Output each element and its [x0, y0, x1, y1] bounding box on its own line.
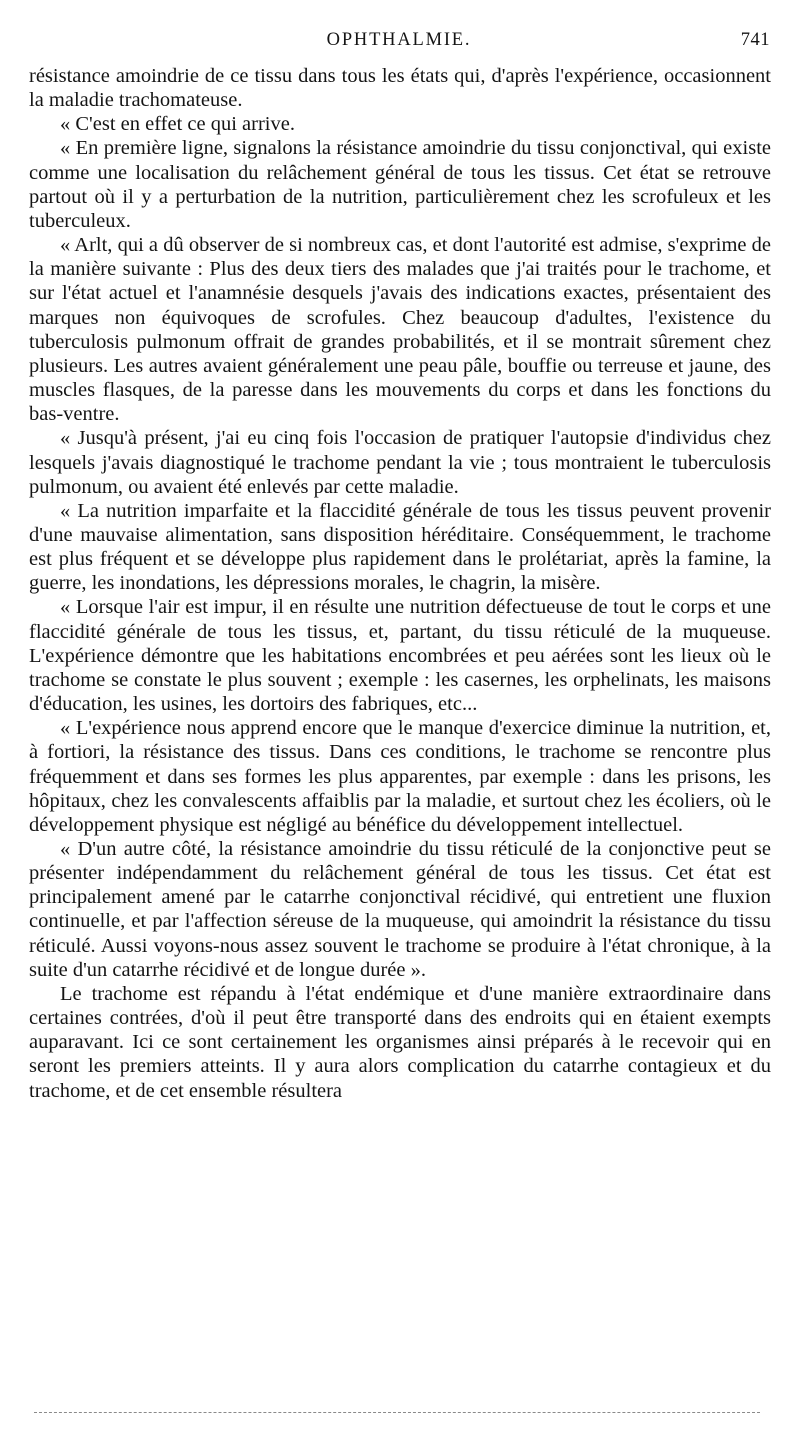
running-header [28, 30, 770, 54]
paragraph-5: « Jusqu'à présent, j'ai eu cinq fois l'occasion de pratiquer l'autopsie d'individus chez lesquels j'avais diagnostiqué le trachome pendant la vie ; tous montraient le tuberculosis pulmonum, ou avaient été enlevés par cette maladie. [29, 427, 771, 498]
footer-divider [34, 1412, 760, 1413]
paragraph-6: « La nutrition imparfaite et la flaccidité générale de tous les tissus peuvent provenir d'une mauvaise alimentation, sans disposition héréditaire. Conséquemment, le trachome est plus fréquent et se développe plus rapidement dans le prolétariat, après la famine, la guerre, les inondations, les dépressions morales, le chagrin, la misère. [29, 499, 771, 595]
running-title: OPHTHALMIE. [326, 30, 472, 50]
page-number: 741 [740, 30, 770, 50]
paragraph-8: « L'expérience nous apprend encore que le manque d'exercice diminue la nutrition, et, à fortiori, la résistance des tissus. Dans ces conditions, le trachome se rencontre plus fréquemment et dans ses formes les plus apparentes, par exemple : dans les prisons, les hôpitaux, chez les convalescents affaiblis par la maladie, et surtout chez les écoliers, où le développement physique est négligé au bénéfice du développement intellectuel. [29, 717, 771, 836]
paragraph-1: résistance amoindrie de ce tissu dans tous les états qui, d'après l'expérience, occasionnent la maladie trachomateuse. [29, 65, 771, 112]
paragraph-4: « Arlt, qui a dû observer de si nombreux cas, et dont l'autorité est admise, s'exprime de la manière suivante : Plus des deux tiers des malades que j'ai traités pour le trachome, et sur l'état actuel et l'anamnésie desquels j'avais des indications exactes, présentaient des marques non équivoques de scrofules. Chez beaucoup d'adultes, l'existence du tuberculosis pulmonum offrait de grandes probabilités, et il se montrait sûrement chez plusieurs. Les autres avaient généralement une peau pâle, bouffie ou terreuse et jaune, des muscles flasques, de la paresse dans les mouvements du corps et dans les fonctions du bas-ventre. [29, 234, 771, 426]
paragraph-2: « C'est en effet ce qui arrive. [60, 113, 295, 136]
body-text [29, 64, 771, 1103]
paragraph-9: « D'un autre côté, la résistance amoindrie du tissu réticulé de la conjonctive peut se présenter indépendamment du relâchement général de tous les tissus. Cet état est principalement amené par le catarrhe conjonctival récidivé, qui entretient une fluxion continuelle, et par l'affection séreuse de la muqueuse, qui amoindrit la résistance du tissu réticulé. Aussi voyons-nous assez souvent le trachome se produire à l'état chronique, à la suite d'un catarrhe récidivé et de longue durée ». [29, 838, 771, 981]
paragraph-10: Le trachome est répandu à l'état endémique et d'une manière extraordinaire dans certaines contrées, d'où il peut être transporté dans des endroits qui en étaient exempts auparavant. Ici ce sont certainement les organismes ainsi préparés à le recevoir qui en seront les premiers atteints. Il y aura alors complication du catarrhe contagieux et du trachome, et de cet ensemble résultera [29, 982, 771, 1102]
paragraph-3: « En première ligne, signalons la résistance amoindrie du tissu conjonctival, qui existe comme une localisation du relâchement général de tous les tissus. Cet état se retrouve partout où il y a perturbation de la nutrition, particulièrement chez les scrofuleux et les tuberculeux. [29, 137, 771, 232]
paragraph-7: « Lorsque l'air est impur, il en résulte une nutrition défectueuse de tout le corps et une flaccidité générale de tous les tissus, et, partant, du tissu réticulé de la muqueuse. L'expérience démontre que les habitations encombrées et peu aérées sont les lieux où le trachome se constate le plus souvent ; exemple : les casernes, les orphelinats, les maisons d'éducation, les usines, les dortoirs des fabriques, etc... [29, 596, 771, 716]
